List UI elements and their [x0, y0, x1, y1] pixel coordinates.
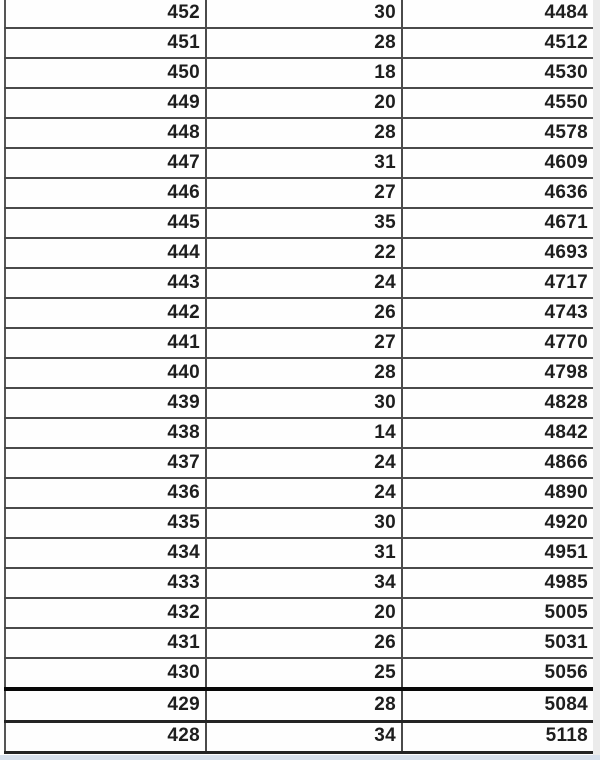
table-cell: 4550	[402, 88, 594, 118]
table-cell: 442	[5, 298, 206, 328]
table-cell: 25	[206, 658, 402, 689]
table-cell: 5056	[402, 658, 594, 689]
table-cell: 439	[5, 388, 206, 418]
table-cell: 26	[206, 298, 402, 328]
table-cell: 4484	[402, 0, 594, 28]
table-cell: 436	[5, 478, 206, 508]
table-cell: 24	[206, 478, 402, 508]
table-cell: 4578	[402, 118, 594, 148]
table-row	[5, 238, 594, 268]
table-cell: 437	[5, 448, 206, 478]
table-row	[5, 268, 594, 298]
table-row	[5, 0, 594, 28]
table-cell: 438	[5, 418, 206, 448]
table-cell: 28	[206, 118, 402, 148]
table-cell: 450	[5, 58, 206, 88]
table-cell: 4828	[402, 388, 594, 418]
table-cell: 4985	[402, 568, 594, 598]
table-cell: 432	[5, 598, 206, 628]
table-row	[5, 208, 594, 238]
table-row	[5, 178, 594, 208]
table-cell: 20	[206, 88, 402, 118]
table-cell: 4636	[402, 178, 594, 208]
table-cell: 22	[206, 238, 402, 268]
table-cell: 20	[206, 598, 402, 628]
table-row	[5, 418, 594, 448]
table-cell: 30	[206, 388, 402, 418]
table-cell: 5005	[402, 598, 594, 628]
table-cell: 34	[206, 568, 402, 598]
table-cell: 34	[206, 721, 402, 752]
table-row	[5, 628, 594, 658]
table-row	[5, 58, 594, 88]
table-cell: 444	[5, 238, 206, 268]
table-cell: 4770	[402, 328, 594, 358]
table-cell: 447	[5, 148, 206, 178]
table-cell: 4866	[402, 448, 594, 478]
table-cell: 4512	[402, 28, 594, 58]
table-cell: 5084	[402, 689, 594, 721]
table-cell: 27	[206, 178, 402, 208]
data-table	[4, 0, 595, 754]
table-cell: 4609	[402, 148, 594, 178]
table-cell: 31	[206, 148, 402, 178]
table-cell: 4530	[402, 58, 594, 88]
table-row	[5, 478, 594, 508]
table-row	[5, 721, 594, 752]
table-row	[5, 148, 594, 178]
table-cell: 28	[206, 28, 402, 58]
table-cell: 5031	[402, 628, 594, 658]
table-cell: 445	[5, 208, 206, 238]
table-cell: 35	[206, 208, 402, 238]
table-cell: 4842	[402, 418, 594, 448]
table-cell: 30	[206, 0, 402, 28]
table-cell: 449	[5, 88, 206, 118]
table-row	[5, 568, 594, 598]
table-row	[5, 388, 594, 418]
table-cell: 428	[5, 721, 206, 752]
table-cell: 446	[5, 178, 206, 208]
table-cell: 430	[5, 658, 206, 689]
table-row	[5, 538, 594, 568]
table-row	[5, 88, 594, 118]
table-row	[5, 658, 594, 689]
table-row	[5, 28, 594, 58]
table-row	[5, 508, 594, 538]
table-cell: 451	[5, 28, 206, 58]
table-cell: 28	[206, 689, 402, 721]
table-cell: 4798	[402, 358, 594, 388]
table-cell: 4671	[402, 208, 594, 238]
table-cell: 14	[206, 418, 402, 448]
table-row	[5, 118, 594, 148]
page-bottom-strip	[0, 755, 600, 760]
table-cell: 4920	[402, 508, 594, 538]
table-cell: 441	[5, 328, 206, 358]
table-cell: 31	[206, 538, 402, 568]
table-cell: 30	[206, 508, 402, 538]
table-body	[5, 0, 594, 753]
table-cell: 4717	[402, 268, 594, 298]
table-row	[5, 358, 594, 388]
table-cell: 24	[206, 268, 402, 298]
table-cell: 443	[5, 268, 206, 298]
page-right-margin	[593, 0, 600, 756]
table-cell: 4951	[402, 538, 594, 568]
table-cell: 4890	[402, 478, 594, 508]
table-cell: 434	[5, 538, 206, 568]
table-cell: 24	[206, 448, 402, 478]
table-cell: 26	[206, 628, 402, 658]
table-row	[5, 448, 594, 478]
table-row	[5, 598, 594, 628]
table-cell: 27	[206, 328, 402, 358]
table-cell: 452	[5, 0, 206, 28]
table-cell: 448	[5, 118, 206, 148]
table-cell: 4743	[402, 298, 594, 328]
table-row	[5, 298, 594, 328]
table-row	[5, 689, 594, 721]
table-row	[5, 328, 594, 358]
table-cell: 5118	[402, 721, 594, 752]
table-cell: 431	[5, 628, 206, 658]
table-cell: 433	[5, 568, 206, 598]
table-cell: 4693	[402, 238, 594, 268]
table-cell: 440	[5, 358, 206, 388]
table-cell: 435	[5, 508, 206, 538]
table-cell: 28	[206, 358, 402, 388]
table-cell: 18	[206, 58, 402, 88]
table-cell: 429	[5, 689, 206, 721]
